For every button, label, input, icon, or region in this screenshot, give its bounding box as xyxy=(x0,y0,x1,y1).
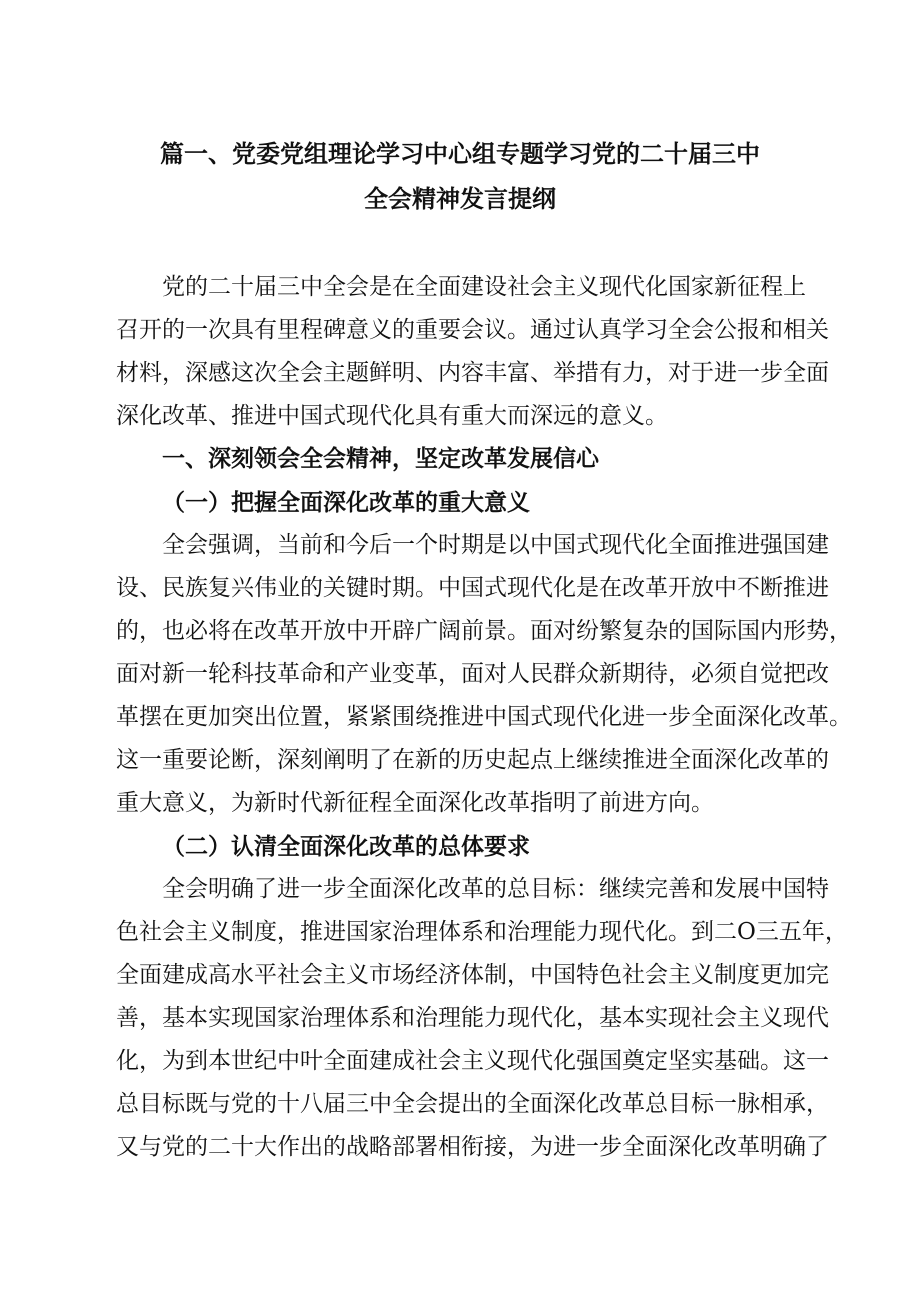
intro-line: 召开的一次具有里程碑意义的重要会议。通过认真学习全会公报和相关 xyxy=(116,317,829,343)
intro-line: 材料，深感这次全会主题鲜明、内容丰富、举措有力，对于进一步全面 xyxy=(116,360,829,386)
paragraph-line: 全面建成高水平社会主义市场经济体制，中国特色社会主义制度更加完 xyxy=(116,962,829,988)
paragraph-line: 的，也必将在改革开放中开辟广阔前景。面对纷繁复杂的国际国内形势， xyxy=(116,618,852,644)
section-heading-1: 一、深刻领会全会精神，坚定改革发展信心 xyxy=(162,446,599,472)
paragraph-line: 善，基本实现国家治理体系和治理能力现代化，基本实现社会主义现代 xyxy=(116,1005,829,1031)
subsection-heading-2: （二）认清全面深化改革的总体要求 xyxy=(162,833,530,860)
subsection-heading-1: （一）把握全面深化改革的重大意义 xyxy=(162,489,530,516)
paragraph-line: 总目标既与党的十八届三中全会提出的全面深化改革总目标一脉相承， xyxy=(116,1091,829,1117)
paragraph-line: 全会强调，当前和今后一个时期是以中国式现代化全面推进强国建 xyxy=(162,532,829,558)
intro-line: 党的二十届三中全会是在全面建设社会主义现代化国家新征程上 xyxy=(162,274,806,300)
paragraph-line: 重大意义，为新时代新征程全面深化改革指明了前进方向。 xyxy=(116,790,714,816)
document-title-line-1: 篇一、党委党组理论学习中心组专题学习党的二十届三中 xyxy=(160,140,760,168)
intro-line: 深化改革、推进中国式现代化具有重大而深远的意义。 xyxy=(116,403,668,429)
paragraph-line: 设、民族复兴伟业的关键时期。中国式现代化是在改革开放中不断推进 xyxy=(116,575,829,601)
paragraph-line: 色社会主义制度，推进国家治理体系和治理能力现代化。到二O三五年， xyxy=(116,919,848,945)
paragraph-line: 全会明确了进一步全面深化改革的总目标：继续完善和发展中国特 xyxy=(162,876,829,902)
paragraph-line: 又与党的二十大作出的战略部署相衔接，为进一步全面深化改革明确了 xyxy=(116,1134,829,1160)
document-title-line-2: 全会精神发言提纲 xyxy=(364,185,556,213)
paragraph-line: 革摆在更加突出位置，紧紧围绕推进中国式现代化进一步全面深化改革。 xyxy=(116,704,852,730)
paragraph-line: 面对新一轮科技革命和产业变革，面对人民群众新期待，必须自觉把改 xyxy=(116,661,829,687)
paragraph-line: 化，为到本世纪中叶全面建成社会主义现代化强国奠定坚实基础。这一 xyxy=(116,1048,829,1074)
paragraph-line: 这一重要论断，深刻阐明了在新的历史起点上继续推进全面深化改革的 xyxy=(116,747,829,773)
